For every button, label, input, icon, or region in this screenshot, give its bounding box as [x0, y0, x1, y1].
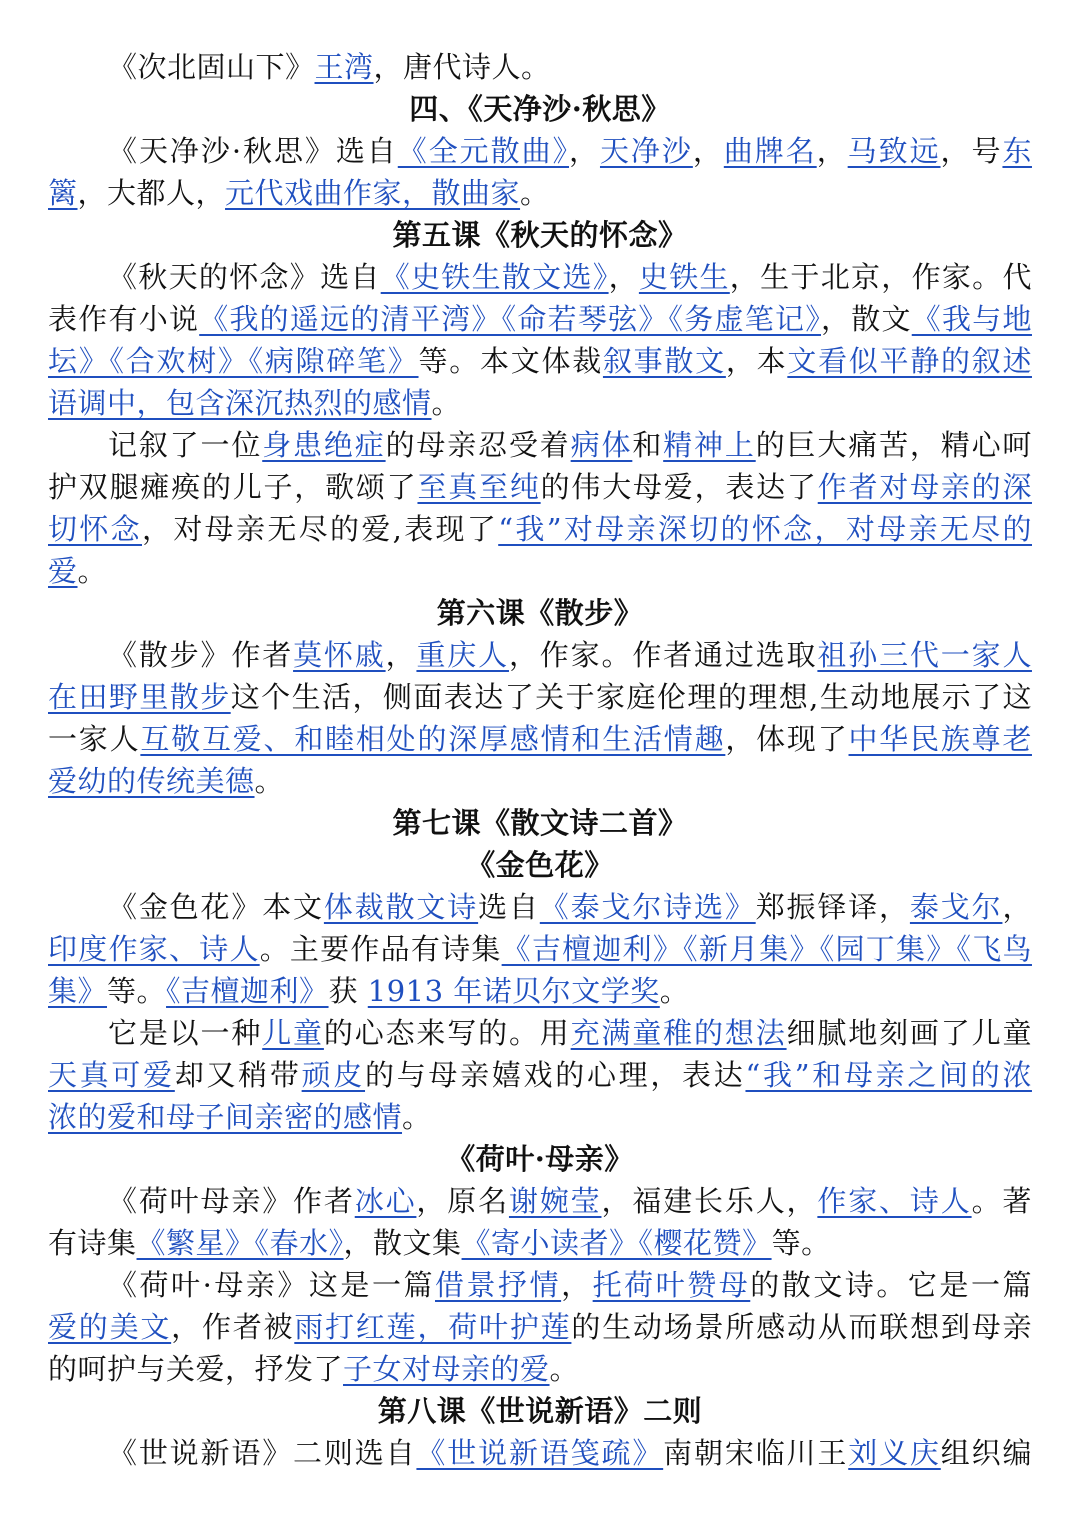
text-line — [48, 1432, 1032, 1474]
highlighted-answer: 《寄小读者》《樱花赞》 — [461, 1226, 772, 1260]
highlighted-answer: 至真至纯 — [417, 470, 541, 504]
text-segment: 第八课《世说新语》二则 — [377, 1394, 703, 1428]
text-line — [48, 508, 1032, 550]
highlighted-answer: 爱 — [48, 554, 78, 588]
text-segment: 等。本文体裁 — [418, 344, 603, 378]
highlighted-answer: 文看似平静的叙述 — [787, 344, 1032, 378]
section-heading — [48, 1390, 1032, 1432]
text-segment: ， — [816, 134, 848, 168]
highlighted-answer: 刘义庆 — [848, 1436, 941, 1470]
text-segment: ，号 — [940, 134, 1003, 168]
text-line — [48, 1054, 1032, 1096]
highlighted-answer: 儿童 — [262, 1016, 324, 1050]
highlighted-answer: 雨打红莲，荷叶护莲 — [294, 1310, 572, 1344]
text-segment: ，散文 — [821, 302, 912, 336]
highlighted-answer: “我”和母亲之间的浓 — [745, 1058, 1032, 1092]
text-line — [48, 970, 1032, 1012]
text-segment: 有诗集 — [48, 1226, 137, 1260]
text-segment: 细腻地刻画了儿童 — [786, 1016, 1032, 1050]
section-heading — [48, 802, 1032, 844]
text-line — [48, 382, 1032, 424]
text-segment: ，散文集 — [343, 1226, 462, 1260]
highlighted-answer: “我”对母亲深切的怀念，对母亲无尽的 — [498, 512, 1032, 546]
section-heading — [48, 1138, 1032, 1180]
text-segment: ，生于北京，作家。代 — [729, 260, 1032, 294]
highlighted-answer: 充满童稚的想法 — [570, 1016, 787, 1050]
text-line — [48, 256, 1032, 298]
text-line — [48, 634, 1032, 676]
text-segment: 《金色花》本文 — [108, 890, 324, 924]
highlighted-answer: 《我与地 — [911, 302, 1032, 336]
text-line — [48, 760, 1032, 802]
text-segment: ，本 — [725, 344, 788, 378]
highlighted-answer: 《全元散曲》 — [397, 134, 569, 168]
highlighted-answer: 《吉檀迦利》《新月集》《园丁集》《飞鸟 — [501, 932, 1032, 966]
text-line — [48, 46, 1032, 88]
text-segment: 《次北固山下》 — [108, 50, 315, 84]
section-heading — [48, 592, 1032, 634]
highlighted-answer: 1913 年诺贝尔文学奖 — [367, 974, 660, 1008]
text-segment: ，作家。作者通过选取 — [508, 638, 818, 672]
text-segment: ，福建长乐人， — [601, 1184, 818, 1218]
text-segment: 第七课《散文诗二首》 — [392, 806, 688, 840]
text-line — [48, 1264, 1032, 1306]
highlighted-answer: 祖孙三代一家人 — [817, 638, 1032, 672]
text-segment: 《荷叶·母亲》 — [446, 1142, 634, 1176]
text-segment: 四、《天净沙·秋思》 — [409, 92, 671, 126]
text-line — [48, 1222, 1032, 1264]
highlighted-answer: 《泰戈尔诗选》 — [539, 890, 756, 924]
text-segment: ， — [608, 260, 639, 294]
text-line — [48, 130, 1032, 172]
text-segment: 的生动场景所感动从而联想到母亲 — [571, 1310, 1032, 1344]
highlighted-answer: 天净沙 — [599, 134, 693, 168]
text-segment: ， — [692, 134, 724, 168]
text-segment: ，大都人， — [77, 176, 226, 210]
text-line — [48, 1180, 1032, 1222]
highlighted-answer: 《繁星》《春水》 — [136, 1226, 344, 1260]
highlighted-answer: 作者对母亲的深 — [817, 470, 1032, 504]
text-segment: 等。 — [107, 974, 167, 1008]
text-segment: ， — [561, 1268, 593, 1302]
text-segment: 南朝宋临川王 — [663, 1436, 849, 1470]
text-segment: 郑振铎译， — [755, 890, 910, 924]
text-segment: 《散步》作者 — [108, 638, 294, 672]
highlighted-answer: 元代戏曲作家，散曲家 — [225, 176, 521, 210]
text-segment: 记叙了一位 — [108, 428, 263, 462]
text-line — [48, 928, 1032, 970]
highlighted-answer: 切怀念 — [48, 512, 142, 546]
highlighted-answer: 印度作家、诗人 — [48, 932, 260, 966]
text-segment: 获 — [328, 974, 368, 1008]
text-segment: 的伟大母爱，表达了 — [540, 470, 818, 504]
text-segment: 这个生活，侧面表达了关于家庭伦理的理想,生动地展示了这 — [230, 680, 1032, 714]
highlighted-answer: 作家、诗人 — [817, 1184, 972, 1218]
text-line — [48, 886, 1032, 928]
text-line — [48, 172, 1032, 214]
text-line — [48, 1096, 1032, 1138]
text-segment: ，体现了 — [725, 722, 849, 756]
text-segment: 第五课《秋天的怀念》 — [392, 218, 688, 252]
text-segment: 。 — [254, 764, 285, 798]
section-heading — [48, 844, 1032, 886]
text-line — [48, 1012, 1032, 1054]
highlighted-answer: 《史铁生散文选》 — [380, 260, 609, 294]
highlighted-answer: 爱的美文 — [48, 1310, 172, 1344]
text-segment: ， — [1002, 890, 1032, 924]
section-heading — [48, 214, 1032, 256]
text-segment: 它是以一种 — [108, 1016, 263, 1050]
text-segment: 《荷叶母亲》作者 — [108, 1184, 355, 1218]
section-heading — [48, 88, 1032, 130]
text-segment: 的巨大痛苦，精心呵 — [755, 428, 1032, 462]
text-segment: 《荷叶·母亲》这是一篇 — [108, 1268, 435, 1302]
highlighted-answer: 在田野里散步 — [48, 680, 231, 714]
text-segment: 的呵护与关爱，抒发了 — [48, 1352, 344, 1386]
highlighted-answer: 病体 — [570, 428, 633, 462]
text-segment: ，唐代诗人。 — [373, 50, 551, 84]
highlighted-answer: 借景抒情 — [435, 1268, 562, 1302]
highlighted-answer: 体裁散文诗 — [323, 890, 479, 924]
highlighted-answer: 互敬互爱、和睦相处的深厚感情和生活情趣 — [140, 722, 726, 756]
text-segment: ，原名 — [416, 1184, 509, 1218]
text-segment: ， — [569, 134, 600, 168]
text-segment: 第六课《散步》 — [436, 596, 644, 630]
highlighted-answer: 冰心 — [354, 1184, 417, 1218]
text-segment: 组织编 — [940, 1436, 1032, 1470]
text-segment: 。 — [659, 974, 690, 1008]
text-segment: 的与母亲嬉戏的心理，表达 — [365, 1058, 746, 1092]
highlighted-answer: 中华民族尊老 — [848, 722, 1032, 756]
text-segment: 。主要作品有诗集 — [259, 932, 502, 966]
text-segment: 。 — [431, 386, 462, 420]
highlighted-answer: 天真可爱 — [48, 1058, 175, 1092]
highlighted-answer: 《我的遥远的清平湾》《命若琴弦》《务虚笔记》 — [199, 302, 821, 336]
text-line — [48, 718, 1032, 760]
text-line — [48, 340, 1032, 382]
text-segment: ，作者被 — [171, 1310, 295, 1344]
highlighted-answer: 马致远 — [847, 134, 941, 168]
highlighted-answer: 语调中，包含深沉热烈的感情 — [48, 386, 432, 420]
text-segment: ， — [385, 638, 417, 672]
text-line — [48, 676, 1032, 718]
highlighted-answer: 谢婉莹 — [508, 1184, 602, 1218]
text-line — [48, 424, 1032, 466]
text-line — [48, 550, 1032, 592]
text-segment: 一家人 — [48, 722, 141, 756]
text-segment: 的心态来写的。用 — [323, 1016, 571, 1050]
text-segment: 。 — [520, 176, 550, 210]
text-segment: 却又稍带 — [174, 1058, 302, 1092]
text-segment: 。 — [402, 1100, 432, 1134]
highlighted-answer: 子女对母亲的爱 — [343, 1352, 550, 1386]
text-segment: 表作有小说 — [48, 302, 200, 336]
highlighted-answer: 王湾 — [314, 50, 374, 84]
highlighted-answer: 浓的爱和母子间亲密的感情 — [48, 1100, 403, 1134]
highlighted-answer: 《吉檀迦利》 — [166, 974, 329, 1008]
highlighted-answer: 莫怀戚 — [293, 638, 386, 672]
text-segment: 和 — [632, 428, 664, 462]
highlighted-answer: 集》 — [48, 974, 108, 1008]
text-line — [48, 1306, 1032, 1348]
text-segment: 护双腿瘫痪的儿子，歌颂了 — [48, 470, 418, 504]
highlighted-answer: 身患绝症 — [262, 428, 386, 462]
text-line — [48, 1348, 1032, 1390]
text-segment: 的散文诗。它是一篇 — [750, 1268, 1032, 1302]
highlighted-answer: 《世说新语笺疏》 — [416, 1436, 664, 1470]
highlighted-answer: 精神上 — [663, 428, 756, 462]
text-segment: 《金色花》 — [466, 848, 614, 882]
text-segment: 等。 — [771, 1226, 831, 1260]
highlighted-answer: 爱幼的传统美德 — [48, 764, 255, 798]
highlighted-answer: 曲牌名 — [723, 134, 817, 168]
text-segment: ，对母亲无尽的爱,表现了 — [142, 512, 499, 546]
highlighted-answer: 重庆人 — [416, 638, 509, 672]
text-segment: 。著 — [971, 1184, 1032, 1218]
text-line — [48, 298, 1032, 340]
highlighted-answer: 篱 — [48, 176, 78, 210]
text-line — [48, 466, 1032, 508]
text-segment: 。 — [549, 1352, 580, 1386]
text-segment: 选自 — [478, 890, 540, 924]
text-segment: 《世说新语》二则选自 — [108, 1436, 417, 1470]
highlighted-answer: 泰戈尔 — [909, 890, 1003, 924]
highlighted-answer: 东 — [1002, 134, 1032, 168]
text-segment: 。 — [77, 554, 108, 588]
highlighted-answer: 叙事散文 — [602, 344, 726, 378]
text-segment: 《天净沙·秋思》选自 — [108, 134, 398, 168]
text-segment: 的母亲忍受着 — [385, 428, 571, 462]
highlighted-answer: 顽皮 — [301, 1058, 366, 1092]
highlighted-answer: 坛》《合欢树》《病隙碎笔》 — [48, 344, 419, 378]
highlighted-answer: 托荷叶赞母 — [592, 1268, 751, 1302]
highlighted-answer: 史铁生 — [638, 260, 730, 294]
text-segment: 《秋天的怀念》选自 — [108, 260, 381, 294]
